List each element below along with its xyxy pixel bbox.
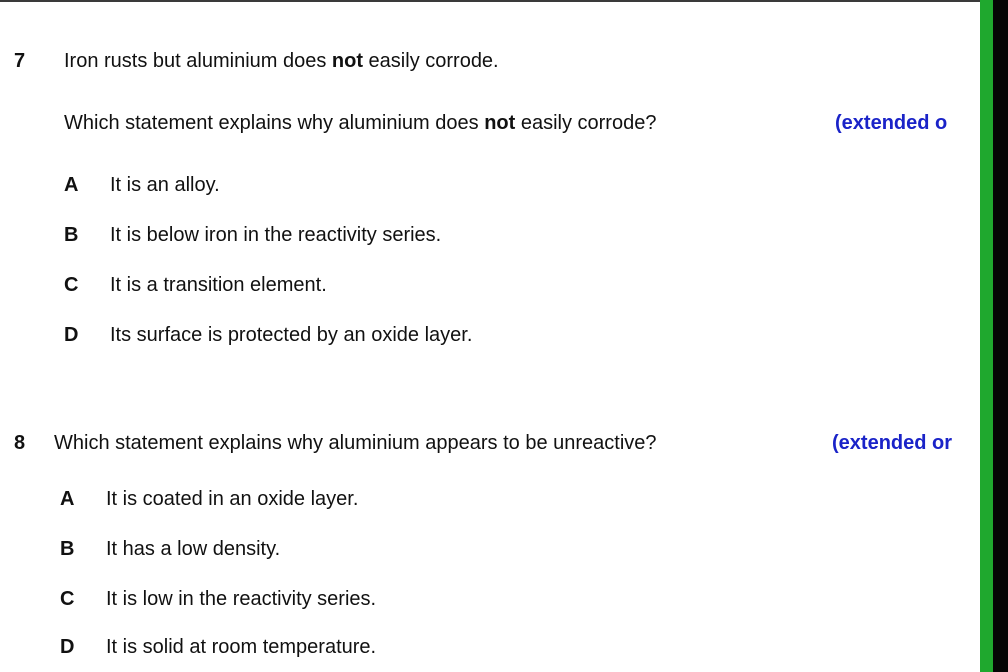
question-stem: Iron rusts but aluminium does not easily corrode. [64,50,499,72]
option-text: Its surface is protected by an oxide layer. [110,324,473,346]
side-green-bar [980,0,993,672]
option-text: It is low in the reactivity series. [106,588,377,610]
option-letter: A [60,488,75,510]
side-black-edge [993,0,1008,672]
question-prompt: Which statement explains why aluminium does not easily corrode? [64,112,657,134]
option-letter: D [60,636,75,658]
option-text: It is an alloy. [110,174,220,196]
option-letter: C [64,274,79,296]
option-text: It is below iron in the reactivity series. [110,224,442,246]
option-text: It is coated in an oxide layer. [106,488,359,510]
option-letter: A [64,174,79,196]
option-text: It is solid at room temperature. [106,636,377,658]
option-text: It has a low density. [106,538,281,560]
option-letter: C [60,588,75,610]
option-text: It is a transition element. [110,274,327,296]
question-number: 8 [14,432,26,454]
option-letter: B [60,538,75,560]
option-letter: B [64,224,79,246]
top-border [0,0,980,2]
option-letter: D [64,324,79,346]
question-prompt: Which statement explains why aluminium appears to be unreactive? [54,432,657,454]
question-number: 7 [14,50,26,72]
extended-tag: (extended o [835,112,948,134]
extended-tag: (extended or [832,432,953,454]
